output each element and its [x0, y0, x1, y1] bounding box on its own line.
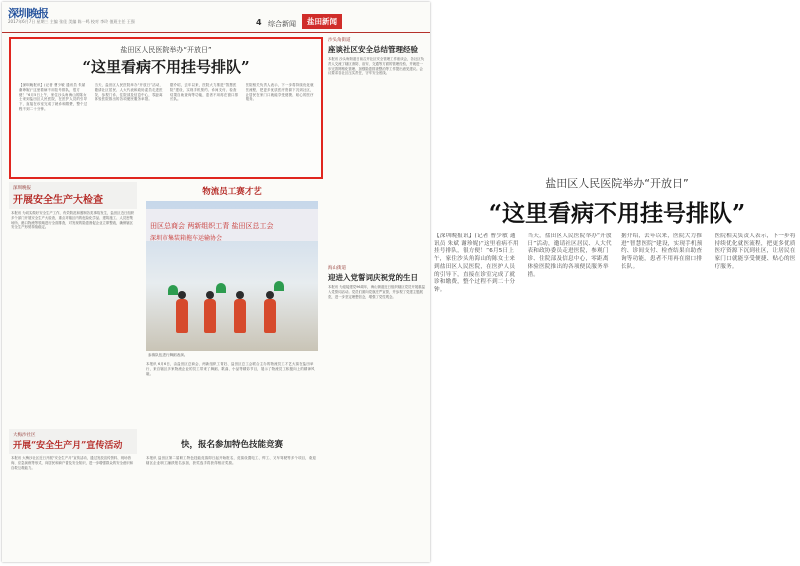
contest-body [142, 454, 322, 538]
safety-body: 本报讯 为切实做好安全生产工作，有效防范和遏制各类事故发生，盐田区近日组织多个部门开展安全生产大检查，重点对辖区内的危险化学品、建筑施工、人员密集场所、港口物流等领域进行全面排查，对发现的隐患督促企业立即整改，确保辖区安全生产形势持续稳定。 [11, 211, 135, 230]
zoomed-article [434, 175, 800, 566]
dancer-figure [176, 299, 188, 333]
banner-line: 田区总商会 两新组织工青 盐田区总工会 [150, 222, 274, 230]
lead-column: 当天，盐田区人民医院举办“开放日”活动，邀请社区居民、人大代表和政协委员走进医院，参观门诊、住院部及信息中心，零距离体验医院推出的各项便民服务举措。 [94, 83, 164, 102]
sidebar-headline: 迎进入党誓词庆祝党的生日 [328, 273, 418, 282]
dancer-figure [264, 299, 276, 333]
photo-caption: 参赛队伍进行舞蹈表演。 [148, 353, 188, 357]
fan-prop [168, 285, 178, 295]
feature-column: 本报讯 6月6日，由盐田区总商会、两新组织工青妇、盐田区总工会联合主办的物流员工才艺大赛在盐田举行，来自辖区多家物流企业的员工带来了舞蹈、歌曲、小品等精彩节目，展示了物流员工积极向上的精神风貌。 [146, 362, 315, 376]
dancer-figure [234, 299, 246, 333]
safety-month-body: 本报讯 大梅沙社区近日开展“安全生产月”宣传活动，通过发放宣传资料、现场咨询、应急演练等形式，向居民和商户普及安全知识，进一步增强群众的安全意识和自救互救能力。 [11, 456, 134, 470]
lead-column: 医院相关负责人表示，下一步将持续优化就医流程，把更多优质医疗资源下沉到社区，让居民在家门口就能享受便捷、贴心的医疗服务。 [245, 83, 314, 102]
sidebar-item[interactable] [328, 265, 426, 525]
lead-column: 据介绍，去年以来，医院大力推进“智慧医院”建设，实现手机预约、诊间支付、检查结果自助查询等功能，患者不用再在窗口排长队。 [170, 83, 239, 102]
sidebar-body: 本报讯 为迎接建党96周年，海山街道近日组织辖区党员开展重温入党誓词活动。党员们面向党旗庄严宣誓，并参观了党建主题展览，进一步坚定理想信念，增强了党性观念。 [328, 285, 425, 299]
safety-header [9, 182, 137, 209]
lead-article[interactable] [9, 37, 323, 179]
feature-body [142, 360, 322, 434]
zoom-column: 据介绍，去年以来，医院大力推进“智慧医院”建设，实现手机预约、诊间支付、检查结果自助查询等功能，患者不用再在窗口排长队。 [621, 233, 703, 270]
issue-meta: 2017年6月7日 星期三 主编 张佳 美编 陈一鸣 校对 李玲 值班主任 王强 [8, 19, 135, 24]
sidebar-tag: 沙头角街道 [328, 38, 351, 43]
feature-article [142, 182, 322, 558]
fan-prop [216, 283, 226, 293]
safety-month-tag: 大梅沙社区 [13, 433, 36, 438]
lead-kicker: 盐田区人民医院举办“开放日” [120, 46, 212, 54]
safety-month-headline: 开展“安全生产月”宣传活动 [13, 441, 123, 451]
left-column [9, 182, 137, 558]
contest-column: 本报讯 盐田区第二届职工特色技能竞赛即日起开始报名，竞赛设置电工、焊工、叉车驾驶等多个项目，欢迎辖区企业职工踊跃报名参加，获奖选手将获得相应奖励。 [146, 456, 317, 465]
lead-body [19, 83, 315, 171]
safety-tag: 深圳晚报 [13, 186, 31, 191]
sidebar-headline: 座谈社区安全总结管理经验 [328, 45, 418, 54]
zoom-column: 医院相关负责人表示，下一步将持续优化就医流程，把更多优质医疗资源下沉到社区，让居民在家门口就能享受便捷、贴心的医疗服务。 [714, 233, 796, 270]
safety-month-header [9, 429, 137, 454]
page-number: 4 [256, 18, 262, 27]
sidebar-body: 本报讯 沙头角街道日前召开社区安全管理工作座谈会，各社区负责人交流了辖区消防、治安、交通等方面的管理经验，并就进一步完善网格化管理、加强隐患排查整治等工作提出意见建议。会议要求各社区压实责任，守牢安全底线。 [328, 57, 425, 76]
section-name: 综合新闻 [268, 20, 296, 28]
zoom-column: 【深圳晚报讯】(记者 曹少敏 通讯员 朱斌 谢珍妮)“这里看病不用挂号排队，很方便！”6月5日上午，家住沙头角海山的陈女士来到盐田区人民医院，在医护人员的引导下，直接在诊室完成了就诊和缴费，整个过程不到二十分钟。 [434, 233, 519, 293]
sidebar-item[interactable] [328, 37, 426, 257]
contest-headline: 快，报名参加特色技能竞赛 [180, 440, 283, 450]
lead-column: 【深圳晚报讯】(记者 曹少敏 通讯员 朱斌 谢珍妮)“这里看病不用挂号排队，很方便！”6月5日上午，家住沙头角海山的陈女士来到盐田区人民医院，在医护人员的引导下，直接在诊室完成了就诊和缴费，整个过程不到二十分钟。 [19, 83, 88, 111]
sidebar-news [328, 37, 426, 557]
dancer-figure [204, 299, 216, 333]
safety-headline: 开展安全生产大检查 [13, 195, 103, 206]
newspaper-logo: 深圳晚报 [8, 7, 48, 20]
zoom-kicker: 盐田区人民医院举办“开放日” [545, 177, 689, 190]
zoom-column: 当天，盐田区人民医院举办“开放日”活动，邀请社区居民、人大代表和政协委员走进医院，参观门诊、住院部及信息中心，零距离体验医院推出的各项便民服务举措。 [527, 233, 612, 278]
zoom-headline: “这里看病不用挂号排队” [488, 200, 746, 227]
sidebar-tag: 海山街道 [328, 266, 346, 271]
section-brand: 盐田新闻 [302, 14, 342, 29]
event-banner [146, 209, 318, 241]
masthead [2, 2, 430, 33]
feature-headline: 物流员工赛才艺 [202, 187, 262, 197]
zoom-body [434, 233, 800, 399]
newspaper-page [2, 2, 430, 562]
lead-headline: “这里看病不用挂号排队” [82, 58, 250, 76]
performance-photo [146, 201, 318, 351]
banner-line: 深圳市集装箱拖车运输协会 [150, 235, 223, 242]
fan-prop [274, 281, 284, 291]
